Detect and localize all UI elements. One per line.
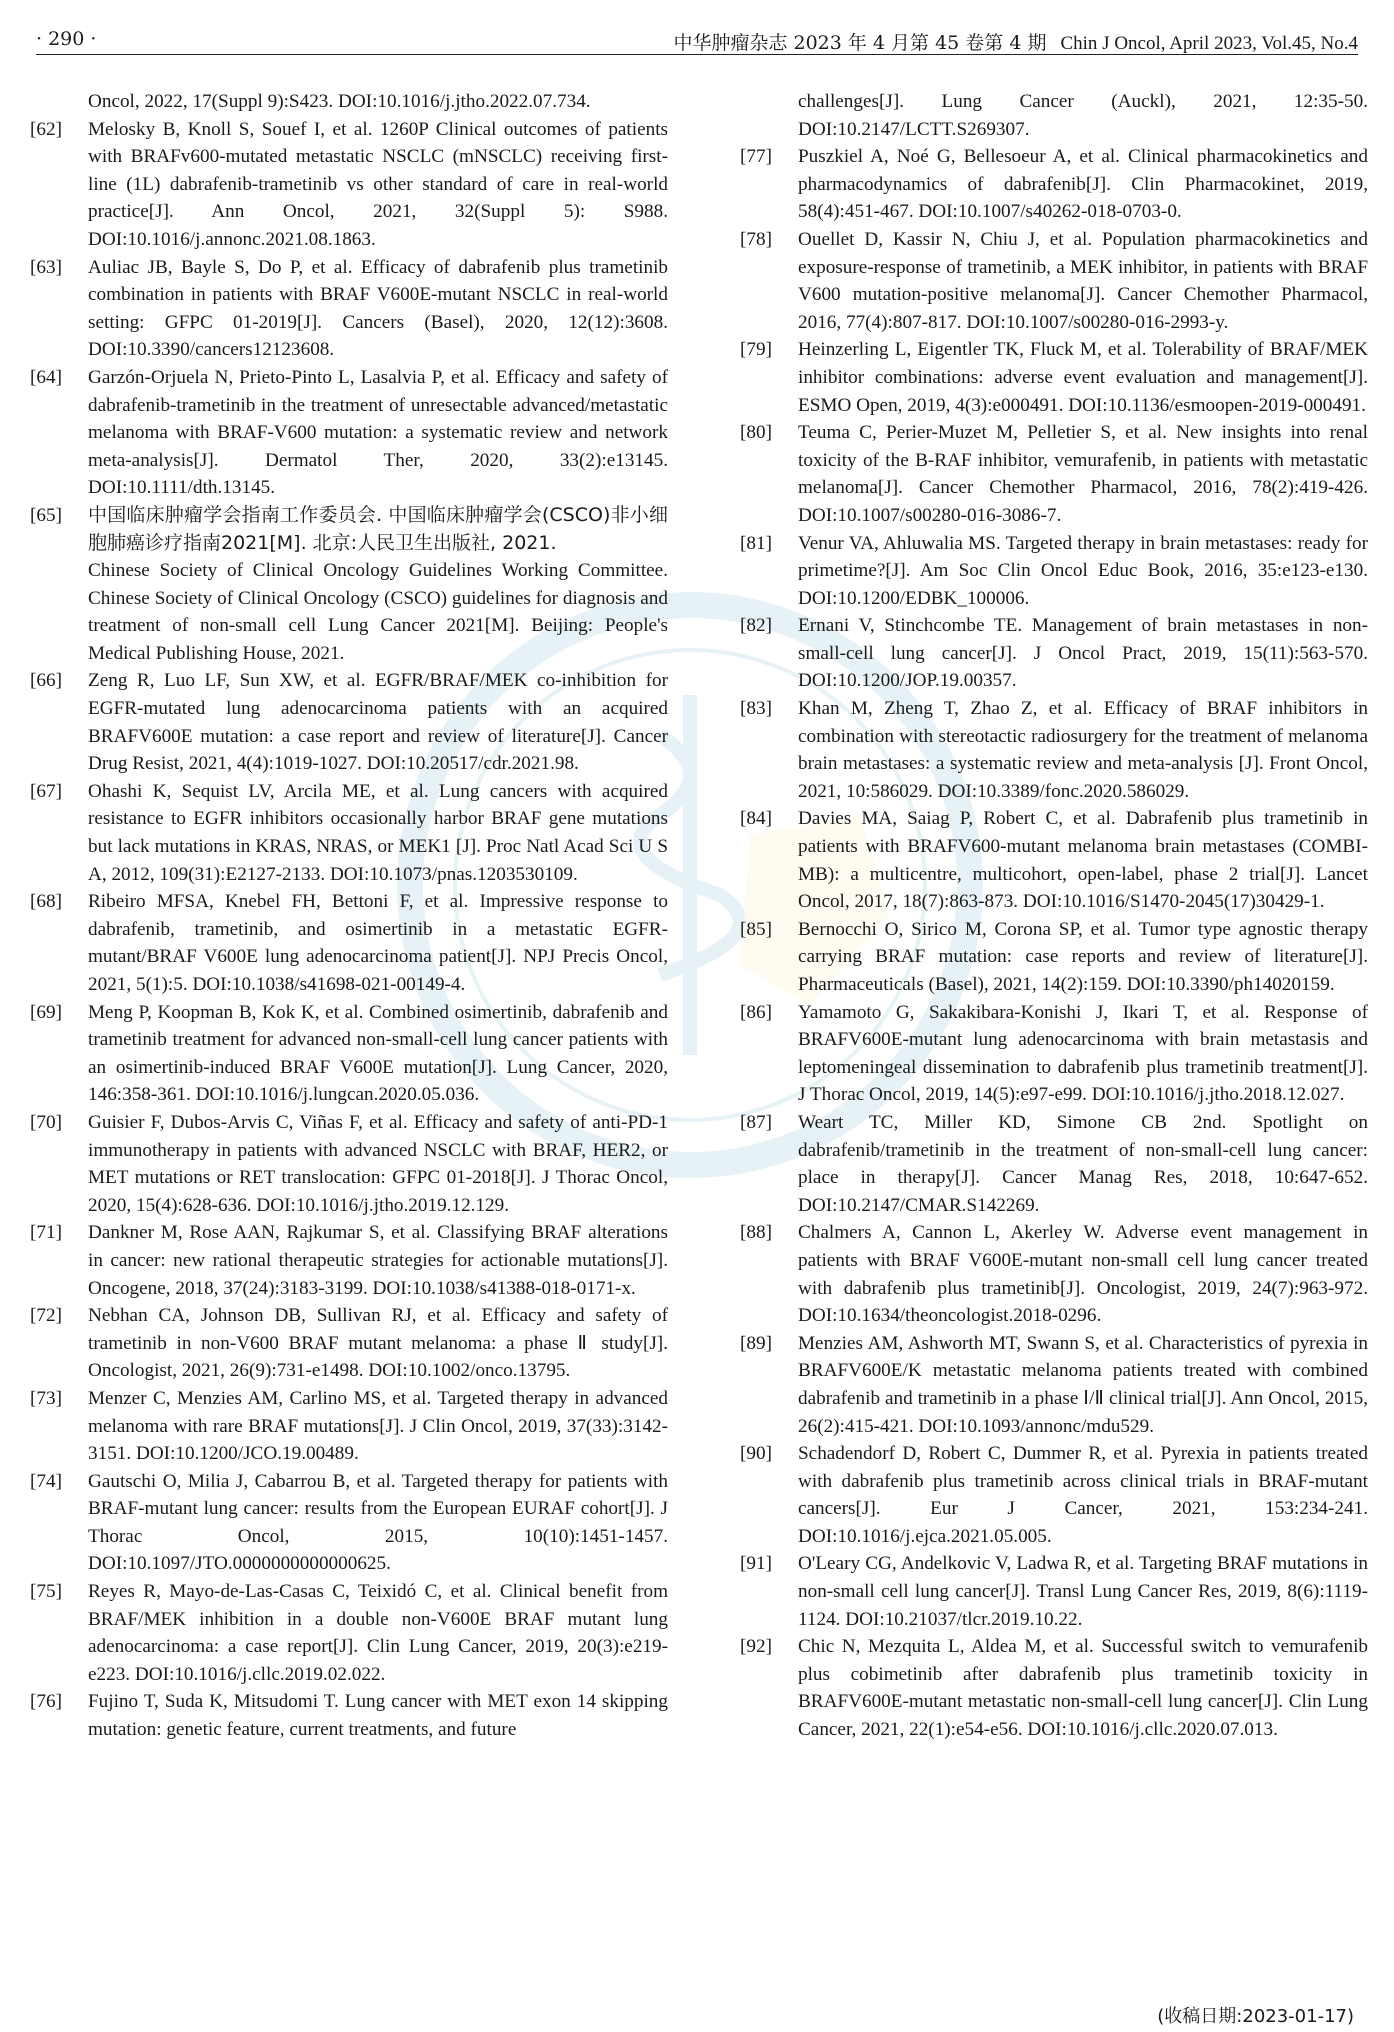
reference-number: [67] (30, 780, 62, 802)
reference-item (740, 916, 1368, 999)
reference-text: Yamamoto G, Sakakibara-Konishi J, Ikari T, et al. Response of BRAFV600E-mutant lung adenocarcinoma with brain metastasis and leptomeningeal dissemination to dabrafenib plus trametinib treatment[J]. J Thorac Oncol, 2019, 14(5):e97-e99. DOI:10.1016/j.jtho.2018.12.027. (798, 1001, 1368, 1106)
reference-item (740, 419, 1368, 529)
reference-item (740, 226, 1368, 336)
reference-number: [76] (30, 1691, 62, 1713)
reference-item (30, 116, 668, 254)
reference-text: Khan M, Zheng T, Zhao Z, et al. Efficacy of BRAF inhibitors in combination with stereotactic radiosurgery for the treatment of melanoma brain metastases: a systematic review and meta-analysis [J]. Front Oncol, 2021, 10:586029. DOI:10.3389/fonc.2020.586029. (798, 698, 1368, 802)
reference-item (740, 695, 1368, 805)
reference-number: [73] (30, 1387, 62, 1409)
reference-item (740, 1550, 1368, 1633)
reference-number: [87] (740, 1111, 772, 1133)
reference-text-english: Chinese Society of Clinical Oncology Guidelines Working Committee. Chinese Society of Clinical Oncology (CSCO) guidelines for diagnosis and treatment of non-small cell Lung Cancer 2021[M]. Beijing: People's Medical Publishing House, 2021. (88, 560, 668, 664)
journal-title-en: Chin J Oncol, April 2023, Vol.45, No.4 (1060, 33, 1358, 54)
reference-text: Menzer C, Menzies AM, Carlino MS, et al. Targeted therapy in advanced melanoma with rare BRAF mutations[J]. J Clin Oncol, 2019, 37(33):3142-3151. DOI:10.1200/JCO.19.00489. (88, 1387, 668, 1465)
reference-number: [72] (30, 1305, 62, 1327)
reference-number: [88] (740, 1222, 772, 1244)
reference-continuation: Oncol, 2022, 17(Suppl 9):S423. DOI:10.1016/j.jtho.2022.07.734. (88, 91, 591, 112)
reference-number: [82] (740, 615, 772, 637)
reference-number: [71] (30, 1222, 62, 1244)
reference-text: Bernocchi O, Sirico M, Corona SP, et al. Tumor type agnostic therapy carrying BRAF mutation: case reports and review of literature[J]. Pharmaceuticals (Basel), 2021, 14(2):159. DOI:10.3390/ph14020159. (798, 918, 1368, 995)
reference-number: [65] (30, 504, 62, 526)
reference-item (740, 1440, 1368, 1550)
received-date: (收稿日期:2023-01-17) (1157, 2006, 1354, 2027)
reference-text: Schadendorf D, Robert C, Dummer R, et al. Pyrexia in patients treated with dabrafenib plus trametinib across clinical trials in BRAF-mutant cancers[J]. Eur J Cancer, 2021, 153:234-241. DOI:10.1016/j.ejca.2021.05.005. (798, 1443, 1368, 1547)
reference-text: Teuma C, Perier-Muzet M, Pelletier S, et al. New insights into renal toxicity of the B-RAF inhibitor, vemurafenib, in patients with metastatic melanoma[J]. Cancer Chemother Pharmacol, 2016, 78(2):419-426. DOI:10.1007/s00280-016-3086-7. (798, 422, 1368, 526)
reference-item (30, 778, 668, 888)
reference-item (740, 143, 1368, 226)
reference-number: [70] (30, 1111, 62, 1133)
reference-text: Venur VA, Ahluwalia MS. Targeted therapy in brain metastases: ready for primetime?[J]. Am Soc Clin Oncol Educ Book, 2016, 35:e123-e130. DOI:10.1200/EDBK_100006. (798, 532, 1368, 609)
reference-number: [74] (30, 1470, 62, 1492)
reference-number: [63] (30, 256, 62, 278)
reference-number: [77] (740, 146, 772, 168)
reference-number: [79] (740, 339, 772, 361)
reference-number: [84] (740, 808, 772, 830)
reference-item (30, 502, 668, 668)
reference-text: 中国临床肿瘤学会指南工作委员会. 中国临床肿瘤学会(CSCO)非小细胞肺癌诊疗指南2021[M]. 北京:人民卫生出版社, 2021. (88, 503, 668, 554)
reference-number: [83] (740, 698, 772, 720)
reference-item (740, 336, 1368, 419)
reference-item (740, 805, 1368, 915)
reference-number: [91] (740, 1553, 772, 1575)
reference-item (30, 1688, 668, 1743)
reference-text: Melosky B, Knoll S, Souef I, et al. 1260P Clinical outcomes of patients with BRAFv600-mutated metastatic NSCLC (mNSCLC) receiving first-line (1L) dabrafenib-trametinib vs other standard of care in real-world practice[J]. Ann Oncol, 2021, 32(Suppl 5): S988. DOI:10.1016/j.annonc.2021.08.1863. (88, 118, 668, 250)
reference-text: Nebhan CA, Johnson DB, Sullivan RJ, et al. Efficacy and safety of trametinib in non-V600 BRAF mutant melanoma: a phase Ⅱ study[J]. Oncologist, 2021, 26(9):731-e1498. DOI:10.1002/onco.13795. (88, 1305, 668, 1382)
reference-item (740, 999, 1368, 1109)
left-column (30, 88, 668, 1744)
reference-text: Davies MA, Saiag P, Robert C, et al. Dabrafenib plus trametinib in patients with BRAFV600-mutant melanoma brain metastases (COMBI-MB): a multicentre, multicohort, open-label, phase 2 trial[J]. Lancet Oncol, 2017, 18(7):863-873. DOI:10.1016/S1470-2045(17)30429-1. (798, 808, 1368, 913)
reference-number: [69] (30, 1001, 62, 1023)
reference-item (30, 1109, 668, 1219)
reference-item (740, 530, 1368, 613)
reference-text: Ohashi K, Sequist LV, Arcila ME, et al. Lung cancers with acquired resistance to EGFR inhibitors occasionally harbor BRAF gene mutations but lack mutations in KRAS, NRAS, or MEK1 [J]. Proc Natl Acad Sci U S A, 2012, 109(31):E2127-2133. DOI:10.1073/pnas.1203530109. (88, 780, 668, 885)
reference-number: [75] (30, 1581, 62, 1603)
reference-item (30, 1385, 668, 1468)
reference-number: [92] (740, 1636, 772, 1658)
reference-number: [64] (30, 366, 62, 388)
reference-text: Fujino T, Suda K, Mitsudomi T. Lung cancer with MET exon 14 skipping mutation: genetic feature, current treatments, and future (88, 1691, 668, 1741)
reference-item (30, 667, 668, 777)
reference-number: [78] (740, 228, 772, 250)
reference-item (30, 254, 668, 364)
reference-text: Auliac JB, Bayle S, Do P, et al. Efficacy of dabrafenib plus trametinib combination in patients with BRAF V600E-mutant NSCLC in real-world setting: GFPC 01-2019[J]. Cancers (Basel), 2020, 12(12):3608. DOI:10.3390/cancers12123608. (88, 256, 668, 361)
reference-item (740, 1633, 1368, 1743)
reference-item (30, 999, 668, 1109)
reference-text: Garzón-Orjuela N, Prieto-Pinto L, Lasalvia P, et al. Efficacy and safety of dabrafenib-trametinib in the treatment of unresectable advanced/metastatic melanoma with BRAF-V600 mutation: a systematic review and network meta-analysis[J]. Dermatol Ther, 2020, 33(2):e13145. DOI:10.1111/dth.13145. (88, 366, 668, 499)
reference-text: Zeng R, Luo LF, Sun XW, et al. EGFR/BRAF/MEK co-inhibition for EGFR-mutated lung adenocarcinoma patients with an acquired BRAFV600E mutation: a case report and review of literature[J]. Cancer Drug Resist, 2021, 4(4):1019-1027. DOI:10.20517/cdr.2021.98. (88, 670, 668, 775)
reference-continuation: challenges[J]. Lung Cancer (Auckl), 2021, 12:35-50. DOI:10.2147/LCTT.S269307. (798, 91, 1368, 140)
reference-text: Guisier F, Dubos-Arvis C, Viñas F, et al. Efficacy and safety of anti-PD-1 immunotherapy in patients with advanced NSCLC with BRAF, HER2, or MET mutations or RET translocation: GFPC 01-2018[J]. J Thorac Oncol, 2020, 15(4):628-636. DOI:10.1016/j.jtho.2019.12.129. (88, 1111, 668, 1216)
reference-number: [90] (740, 1443, 772, 1465)
reference-item (30, 1468, 668, 1578)
right-column (740, 88, 1368, 1744)
reference-item (30, 364, 668, 502)
reference-item (740, 1109, 1368, 1219)
reference-number: [62] (30, 118, 62, 140)
journal-title-cn: 中华肿瘤杂志 2023 年 4 月第 45 卷第 4 期 (673, 32, 1047, 54)
reference-item (740, 1219, 1368, 1329)
reference-text: Reyes R, Mayo-de-Las-Casas C, Teixidó C, et al. Clinical benefit from BRAF/MEK inhibition in a double non-V600E BRAF mutant lung adenocarcinoma: a case report[J]. Clin Lung Cancer, 2019, 20(3):e219-e223. DOI:10.1016/j.cllc.2019.02.022. (88, 1581, 668, 1685)
page-number: · 290 · (36, 28, 97, 50)
reference-number: [86] (740, 1001, 772, 1023)
reference-number: [80] (740, 422, 772, 444)
reference-item (740, 612, 1368, 695)
reference-text: Ribeiro MFSA, Knebel FH, Bettoni F, et al. Impressive response to dabrafenib, trametinib, and osimertinib in a metastatic EGFR-mutant/BRAF V600E lung adenocarcinoma patient[J]. NPJ Precis Oncol, 2021, 5(1):5. DOI:10.1038/s41698-021-00149-4. (88, 891, 668, 995)
reference-number: [85] (740, 918, 772, 940)
reference-item (30, 888, 668, 998)
reference-text: Ouellet D, Kassir N, Chiu J, et al. Population pharmacokinetics and exposure-response of trametinib, a MEK inhibitor, in patients with BRAF V600 mutation-positive melanoma[J]. Cancer Chemother Pharmacol, 2016, 77(4):807-817. DOI:10.1007/s00280-016-2993-y. (798, 228, 1368, 333)
reference-text: Chic N, Mezquita L, Aldea M, et al. Successful switch to vemurafenib plus cobimetinib after dabrafenib plus trametinib toxicity in BRAFV600E-mutant metastatic non-small-cell lung cancer[J]. Clin Lung Cancer, 2021, 22(1):e54-e56. DOI:10.1016/j.cllc.2020.07.013. (798, 1636, 1368, 1741)
reference-text: Meng P, Koopman B, Kok K, et al. Combined osimertinib, dabrafenib and trametinib treatment for advanced non-small-cell lung cancer patients with an osimertinib-induced BRAF V600E mutation[J]. Lung Cancer, 2020, 146:358-361. DOI:10.1016/j.lungcan.2020.05.036. (88, 1001, 668, 1106)
reference-text: Menzies AM, Ashworth MT, Swann S, et al. Characteristics of pyrexia in BRAFV600E/K metastatic melanoma patients treated with combined dabrafenib and trametinib in a phase Ⅰ/Ⅱ clinical trial[J]. Ann Oncol, 2015, 26(2):415-421. DOI:10.1093/annonc/mdu529. (798, 1332, 1368, 1437)
reference-number: [89] (740, 1332, 772, 1354)
reference-text: Weart TC, Miller KD, Simone CB 2nd. Spotlight on dabrafenib/trametinib in the treatment of non-small-cell lung cancer: place in therapy[J]. Cancer Manag Res, 2018, 10:647-652. DOI:10.2147/CMAR.S142269. (798, 1111, 1368, 1216)
reference-item (30, 1578, 668, 1688)
reference-text: O'Leary CG, Andelkovic V, Ladwa R, et al. Targeting BRAF mutations in non-small cell lung cancer[J]. Transl Lung Cancer Res, 2019, 8(6):1119-1124. DOI:10.21037/tlcr.2019.10.22. (798, 1553, 1368, 1630)
reference-item (740, 1330, 1368, 1440)
page-header (36, 24, 1358, 55)
reference-text: Ernani V, Stinchcombe TE. Management of brain metastases in non-small-cell lung cancer[J]. J Oncol Pract, 2019, 15(11):563-570. DOI:10.1200/JOP.19.00357. (798, 615, 1368, 692)
reference-text: Heinzerling L, Eigentler TK, Fluck M, et al. Tolerability of BRAF/MEK inhibitor combinations: adverse event evaluation and management[J]. ESMO Open, 2019, 4(3):e000491. DOI:10.1136/esmoopen-2019-000491. (798, 339, 1368, 416)
reference-number: [66] (30, 670, 62, 692)
reference-item (30, 1302, 668, 1385)
reference-number: [81] (740, 532, 772, 554)
reference-text: Puszkiel A, Noé G, Bellesoeur A, et al. Clinical pharmacokinetics and pharmacodynamics of dabrafenib[J]. Clin Pharmacokinet, 2019, 58(4):451-467. DOI:10.1007/s40262-018-0703-0. (798, 146, 1368, 223)
reference-text: Gautschi O, Milia J, Cabarrou B, et al. Targeted therapy for patients with BRAF-mutant lung cancer: results from the European EURAF cohort[J]. J Thorac Oncol, 2015, 10(10):1451-1457. DOI:10.1097/JTO.0000000000000625. (88, 1470, 668, 1575)
reference-number: [68] (30, 891, 62, 913)
journal-running-title (673, 28, 1358, 55)
reference-text: Dankner M, Rose AAN, Rajkumar S, et al. Classifying BRAF alterations in cancer: new rational therapeutic strategies for actionable mutations[J]. Oncogene, 2018, 37(24):3183-3199. DOI:10.1038/s41388-018-0171-x. (88, 1222, 668, 1299)
reference-text: Chalmers A, Cannon L, Akerley W. Adverse event management in patients with BRAF V600E-mutant non-small cell lung cancer treated with dabrafenib plus trametinib[J]. Oncologist, 2019, 24(7):963-972. DOI:10.1634/theoncologist.2018-0296. (798, 1222, 1368, 1327)
reference-item (30, 1219, 668, 1302)
